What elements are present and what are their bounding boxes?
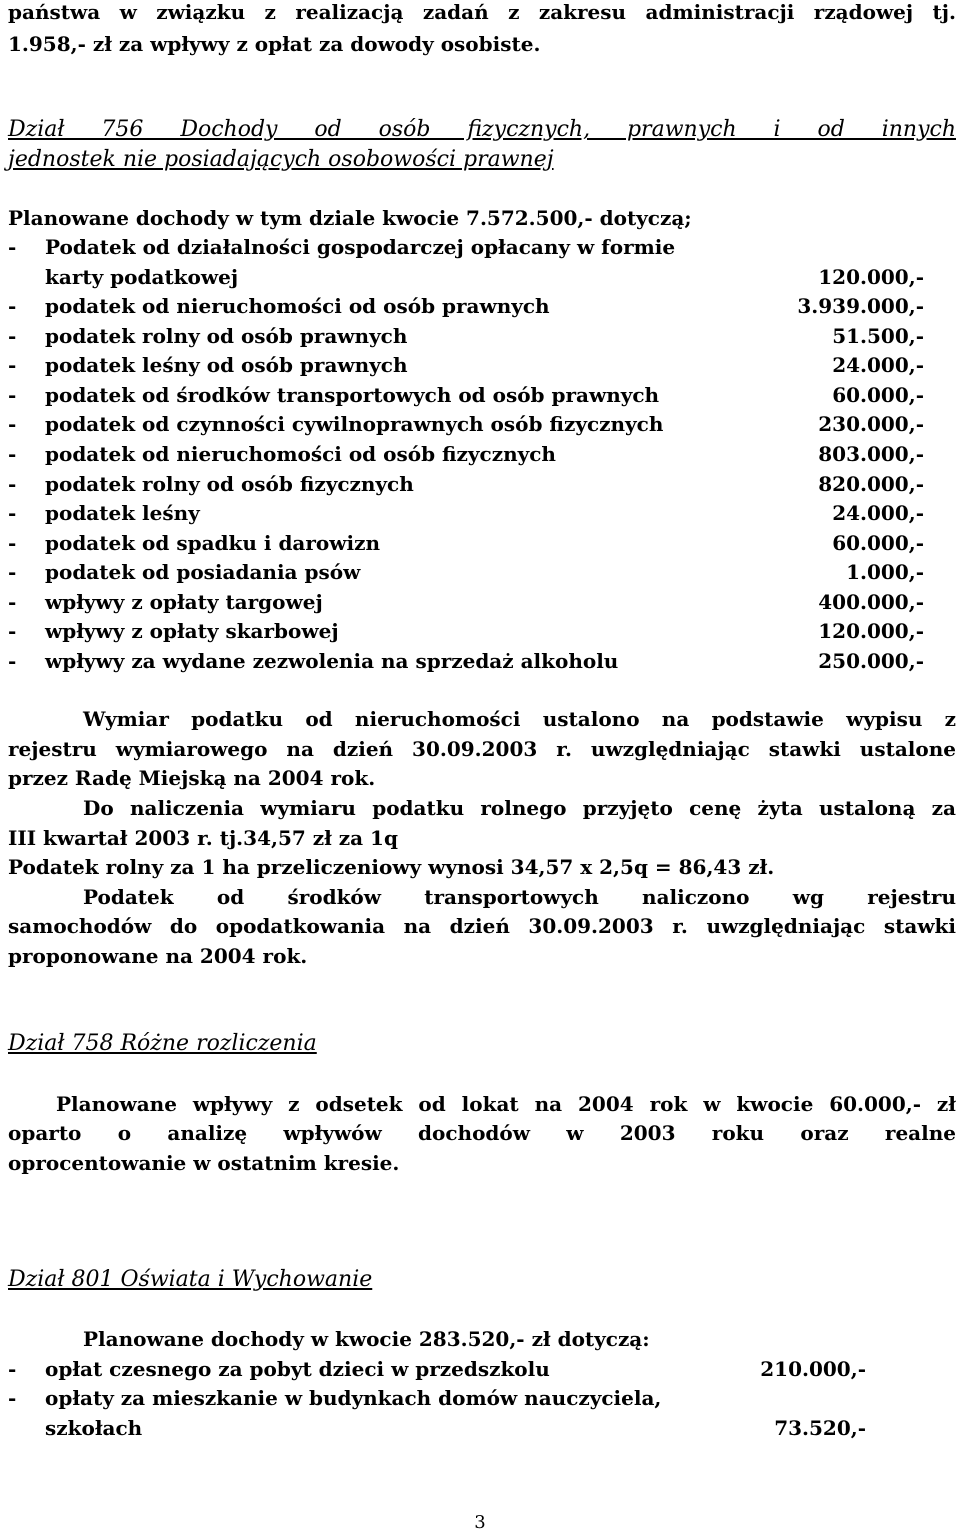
section-801-planned: Planowane dochody w kwocie 283.520,- zł dotyczą: — [83, 1327, 650, 1351]
intro-line-2: 1.958,- zł za wpływy z opłat za dowody osobiste. — [8, 32, 541, 56]
list-item-amount: 73.520,- — [774, 1416, 866, 1440]
list-item — [8, 324, 956, 350]
list-item-amount: 803.000,- — [818, 442, 924, 466]
list-item — [8, 531, 956, 557]
page-number: 3 — [474, 1512, 486, 1533]
list-item — [8, 294, 956, 320]
list-item — [8, 501, 956, 527]
list-item — [8, 412, 956, 438]
list-item — [8, 383, 956, 409]
list-dash: - — [8, 590, 17, 614]
list-item — [8, 442, 956, 468]
list-item-label: szkołach — [45, 1416, 143, 1440]
list-item-housing-cont — [8, 1416, 956, 1442]
section-758-line-1: Planowane wpływy z odsetek od lokat na 2004 rok w kwocie 60.000,- zł — [56, 1092, 956, 1116]
list-item-label: wpływy z opłaty skarbowej — [45, 619, 339, 643]
list-item-label: podatek od posiadania psów — [45, 560, 361, 584]
list-item-amount: 120.000,- — [818, 265, 924, 289]
list-dash: - — [8, 1386, 17, 1410]
list-item-tuition — [8, 1357, 956, 1383]
list-dash: - — [8, 619, 17, 643]
list-item-business-tax-cont — [8, 265, 956, 291]
paragraph-agri-tax-line-1: Do naliczenia wymiaru podatku rolnego przyjęto cenę żyta ustaloną za — [83, 796, 956, 820]
paragraph-property-tax-line-2: rejestru wymiarowego na dzień 30.09.2003 r. uwzględniając stawki ustalone — [8, 737, 956, 761]
list-dash: - — [8, 1357, 17, 1381]
section-758-line-3: oprocentowanie w ostatnim kresie. — [8, 1151, 400, 1175]
list-item — [8, 560, 956, 586]
paragraph-transport-tax-line-3: proponowane na 2004 rok. — [8, 944, 308, 968]
section-756-heading-line-1: Dział 756 Dochody od osób fizycznych, prawnych i od innych — [8, 117, 956, 142]
section-756-planned: Planowane dochody w tym dziale kwocie 7.572.500,- dotyczą; — [8, 206, 692, 230]
list-item-label: podatek leśny od osób prawnych — [45, 353, 408, 377]
list-item-amount: 210.000,- — [760, 1357, 866, 1381]
list-item — [8, 590, 956, 616]
list-item-label: opłat czesnego za pobyt dzieci w przedszkolu — [45, 1357, 550, 1381]
section-801-heading: Dział 801 Oświata i Wychowanie — [8, 1267, 373, 1292]
list-item-label: podatek leśny — [45, 501, 200, 525]
list-dash: - — [8, 442, 17, 466]
list-dash: - — [8, 383, 17, 407]
list-item-amount: 820.000,- — [818, 472, 924, 496]
list-item-amount: 1.000,- — [846, 560, 924, 584]
list-dash: - — [8, 294, 17, 318]
list-item-housing — [8, 1386, 956, 1412]
paragraph-property-tax-line-3: przez Radę Miejską na 2004 rok. — [8, 766, 376, 790]
paragraph-property-tax-line-1: Wymiar podatku od nieruchomości ustalono na podstawie wypisu z — [83, 707, 956, 731]
paragraph-transport-tax-line-2: samochodów do opodatkowania na dzień 30.09.2003 r. uwzględniając stawki — [8, 914, 956, 938]
list-item-label: podatek od nieruchomości od osób prawnych — [45, 294, 550, 318]
list-item-label: wpływy za wydane zezwolenia na sprzedaż alkoholu — [45, 649, 619, 673]
list-item-amount: 60.000,- — [832, 531, 924, 555]
list-item-amount: 120.000,- — [818, 619, 924, 643]
section-758-line-2: oparto o analizę wpływów dochodów w 2003 roku oraz realne — [8, 1121, 956, 1145]
paragraph-transport-tax-line-1: Podatek od środków transportowych naliczono wg rejestru — [83, 885, 956, 909]
list-dash: - — [8, 501, 17, 525]
list-dash: - — [8, 560, 17, 584]
list-item-amount: 60.000,- — [832, 383, 924, 407]
list-item-business-tax — [8, 235, 956, 261]
list-item-label: podatek rolny od osób fizycznych — [45, 472, 414, 496]
list-dash: - — [8, 531, 17, 555]
list-item-label: Podatek od działalności gospodarczej opłacany w formie — [45, 235, 676, 259]
list-item-amount: 51.500,- — [832, 324, 924, 348]
list-item-label: podatek od nieruchomości od osób fizycznych — [45, 442, 556, 466]
list-item-amount: 250.000,- — [818, 649, 924, 673]
list-item-label: opłaty za mieszkanie w budynkach domów nauczyciela, — [45, 1386, 662, 1410]
paragraph-agri-tax-line-2: III kwartał 2003 r. tj.34,57 zł za 1q — [8, 826, 398, 850]
list-dash: - — [8, 649, 17, 673]
list-item — [8, 472, 956, 498]
list-item — [8, 353, 956, 379]
list-dash: - — [8, 412, 17, 436]
list-item-label: wpływy z opłaty targowej — [45, 590, 323, 614]
list-dash: - — [8, 235, 17, 259]
paragraph-agri-rate: Podatek rolny za 1 ha przeliczeniowy wynosi 34,57 x 2,5q = 86,43 zł. — [8, 855, 775, 879]
list-item-label: podatek rolny od osób prawnych — [45, 324, 408, 348]
list-item-amount: 24.000,- — [832, 501, 924, 525]
list-item-amount: 3.939.000,- — [797, 294, 924, 318]
list-item-amount: 24.000,- — [832, 353, 924, 377]
list-item-amount: 230.000,- — [818, 412, 924, 436]
list-item-label: podatek od środków transportowych od osób prawnych — [45, 383, 660, 407]
list-item — [8, 619, 956, 645]
section-756-heading-line-2: jednostek nie posiadających osobowości prawnej — [8, 147, 554, 172]
list-item-amount: 400.000,- — [818, 590, 924, 614]
list-item-label: podatek od spadku i darowizn — [45, 531, 380, 555]
section-758-heading: Dział 758 Różne rozliczenia — [8, 1031, 317, 1056]
list-dash: - — [8, 472, 17, 496]
list-dash: - — [8, 353, 17, 377]
list-item-label: karty podatkowej — [45, 265, 239, 289]
list-dash: - — [8, 324, 17, 348]
list-item-label: podatek od czynności cywilnoprawnych osób fizycznych — [45, 412, 664, 436]
list-item — [8, 649, 956, 675]
intro-line-1: państwa w związku z realizacją zadań z zakresu administracji rządowej tj. — [8, 0, 956, 24]
